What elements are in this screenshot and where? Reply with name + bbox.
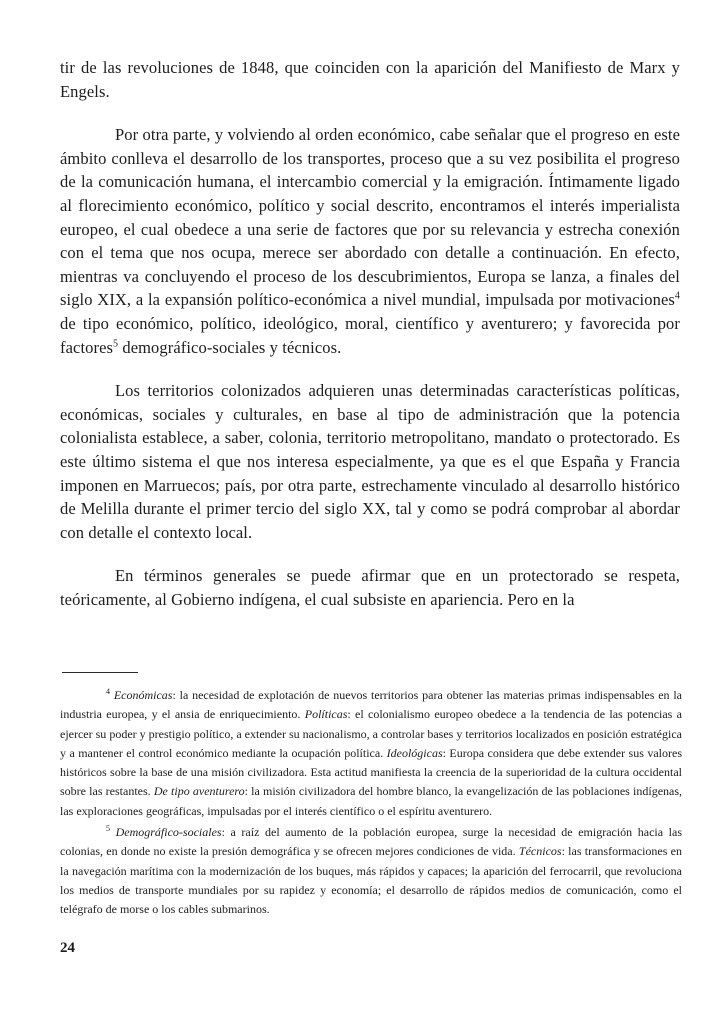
paragraph-territories [60, 379, 680, 544]
footnote-term: Ideológicas [386, 745, 443, 760]
footnote-number: 4 [106, 687, 110, 696]
paragraph-transport [60, 123, 680, 359]
footnote-5 [60, 823, 682, 919]
footnote-text: : a raíz del aumento de la población europea, surge la necesidad de emigración hacia las colonias, en donde no existe la presión demográfica y se ofrecen mejores condiciones de vida. [60, 825, 683, 859]
footnote-term: Demográfico-sociales [115, 825, 222, 840]
paragraph-text: demográfico-sociales y técnicos. [118, 337, 342, 357]
footnote-text: : la necesidad de explotación de nuevos territorios para obtener las materias primas indispensables en la industria europea, y el ansia de enriquecimiento. [60, 688, 683, 722]
paragraph-text: de tipo económico, político, ideológico, moral, científico y aventurero; y favorecida por factores [60, 313, 680, 357]
page-number: 24 [60, 940, 75, 956]
main-text [60, 56, 680, 631]
footnote-term: Económicas [113, 688, 173, 702]
paragraph-text: tir de las revoluciones de 1848, que coinciden con la aparición del Manifiesto de Marx y Engels. [60, 58, 680, 101]
paragraph-text: En términos generales se puede afirmar que en un protectorado se respeta, teóricamente, al Gobierno indígena, el cual subsiste en apariencia. Pero en la [60, 566, 680, 609]
footnote-term: De tipo aventurero [153, 784, 245, 799]
footnote-term: Políticas [304, 707, 348, 722]
footnote-number: 5 [106, 824, 110, 834]
paragraph-protectorate [60, 564, 680, 611]
footnote-text: : la misión civilizadora del hombre blanco, la evangelización de las poblaciones indígenas, las exploraciones geográficas, impulsadas por el interés científico o el espíritu aventurero. [60, 784, 683, 818]
footnote-text: : las transformaciones en la navegación marítima con la modernización de los buques, más rápidos y capaces; la aparición del ferrocarril, que revoluciona los medios de transporte mundiales por su rapidez y economía; el desarrollo de rápidos medios de comunicación, como el telégrafo de morse o los cables submarinos. [60, 844, 683, 917]
footnote-4 [60, 686, 682, 821]
footnote-text: : Europa considera que debe extender sus valores históricos sobre la base de una misión civilizadora. Esta actitud manifiesta la creencia de la superioridad de la cultura occidental sobre las restantes. [60, 745, 682, 799]
footnotes [60, 686, 682, 922]
paragraph-text: Los territorios colonizados adquieren unas determinadas características políticas, económicas, sociales y culturales, en base al tipo de administración que la potencia colonialista establece, a saber, colonia, territorio metropolitano, mandato o protectorado. Es este último sistema el que nos interesa especialmente, ya que es el que España y Francia imponen en Marruecos; país, por otra parte, estrechamente vinculado al desarrollo histórico de Melilla durante el primer tercio del siglo XX, tal y como se podrá comprobar al abordar con detalle el contexto local. [60, 381, 680, 542]
footnote-ref-4[interactable]: 4 [674, 290, 680, 302]
footnote-divider [62, 672, 138, 673]
paragraph-text: Por otra parte, y volviendo al orden económico, cabe señalar que el progreso en este ámbito conlleva el desarrollo de los transportes, proceso que a su vez posibilita el progreso de la comunicación humana, el intercambio comercial y la emigración. Íntimamente ligado al florecimiento económico, político y social descrito, encontramos el interés imperialista europeo, el cual obedece a una serie de factores que por su relevancia y estrecha conexión con el tema que nos ocupa, merece ser abordado con detalle a continuación. En efecto, mientras va concluyendo el proceso de los descubrimientos, Europa se lanza, a finales del siglo XIX, a la expansión político-económica a nivel mundial, impulsada por motivaciones [60, 125, 680, 310]
paragraph-continued [60, 56, 680, 103]
footnote-term: Técnicos [518, 844, 562, 859]
footnote-text: : el colonialismo europeo obedece a la tendencia de las potencias a ejercer su poder y prestigio político, a extender su nacionalismo, a controlar bases y territorios localizados en posición estratégica y a mantener el control económico mediante la ocupación política. [60, 707, 682, 760]
footnote-ref-5[interactable]: 5 [113, 338, 119, 350]
